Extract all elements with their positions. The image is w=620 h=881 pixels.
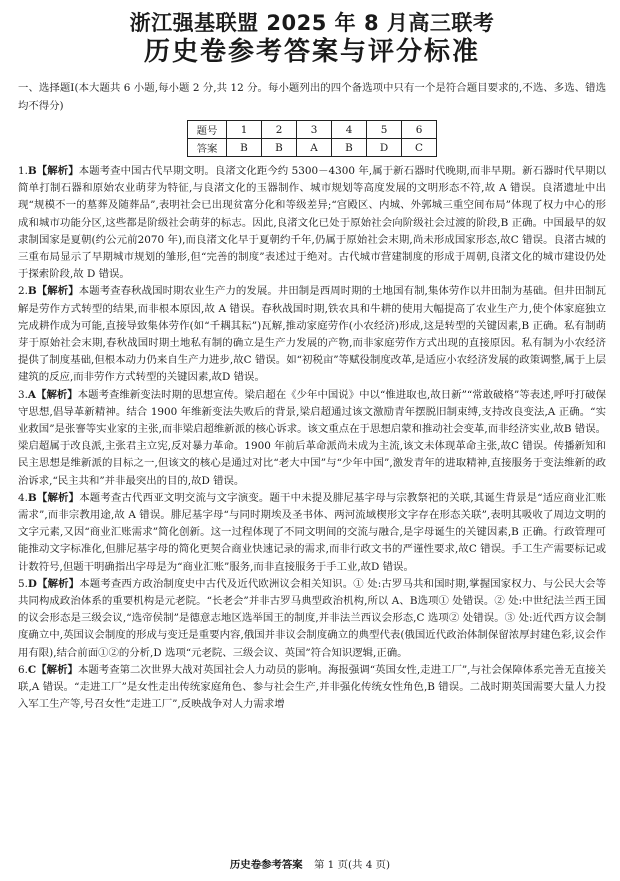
answer-table-cell: A — [297, 139, 332, 157]
answer-table-row-answers — [188, 139, 437, 157]
question-analysis-text: 本题考查春秋战国时期农业生产力的发展。井田制是西周时期的土地国有制,集体劳作以井田制为基础。但井田制瓦解是劳作方式转型的结果,而非根本原因,故 A 错误。春秋战国时期,铁农具和牛耕的使用大幅提高了农业生产力,使个体家庭独立完成耕作成为可能,直接导致集体劳作(如“千耦其耘”)瓦解,推动家庭劳作(小农经济)形成,这是转型的关键因素,B 正确。私有制萌芽于原始社会末期,春秋战国时期土地私有制的确立是生产力发展的产物,而非家庭劳作方式出现的直接原因。私有制为小农经济提供了制度基础,但根本动力仍来自生产力进步,故C 错误。如“初税亩”等赋役制度改革,是适应小农经济发展的政策调整,属于上层建筑的反应,而非劳作方式转型的关键因素,故D 错误。 — [18, 285, 606, 384]
question-number: 3. — [18, 388, 28, 401]
question-answer: B — [27, 285, 37, 298]
question-explanation-1 — [18, 163, 606, 283]
answer-table-cell: 6 — [402, 121, 437, 139]
question-analysis-text: 本题考查第二次世界大战对英国社会人力动员的影响。海报强调“英国女性,走进工厂”,与社会保障体系完善无直接关联,A 错误。“走进工厂”是女性走出传统家庭角色、参与社会生产,并非强化传统女性角色,B 错误。二战时期英国需要大量人力投入军工生产等,号召女性“走进工厂”,反映战争对人力需求增 — [18, 663, 606, 711]
doc-title-line1: 浙江强基联盟 2025 年 8 月高三联考 — [129, 11, 495, 35]
question-answer: B — [27, 165, 37, 177]
section1-instruction: 一、选择题Ⅰ(本大题共 6 小题,每小题 2 分,共 12 分。每小题列出的四个备选项中只有一个是符合题目要求的,不选、多选、错选均不得分) — [18, 82, 606, 112]
answer-table-cell: 4 — [332, 121, 367, 139]
question-number: 6. — [18, 663, 28, 676]
footer-page-number: 第 1 页(共 4 页) — [313, 859, 391, 871]
analysis-tag: 【解析】 — [36, 663, 78, 676]
answer-table-cell: 5 — [367, 121, 402, 139]
footer-doc-title: 历史卷参考答案 — [229, 859, 303, 871]
question-explanation-4 — [18, 490, 606, 576]
answer-table-cell: B — [227, 139, 262, 157]
question-analysis-text: 本题考查西方政治制度史中古代及近代欧洲议会相关知识。① 处:古罗马共和国时期,掌握国家权力、与公民大会等共同构成政治体系的重要机构是元老院。“长老会”并非古罗马典型政治机构,所以 A、B选项① 处错误。② 处:中世纪法兰西王国的议会形态是三级会议,“选帝侯制”是德意志地区选举国王的制度,并非法兰西议会形态,C 选项② 处错误。③ 处:近代西方议会制度确立中,英国议会制度的形成与变迁是重要内容,俄国并非议会制度确立的典型代表(俄国近代政治体制保留浓厚封建色彩,议会作用有限),结合前面①②的分析,D 选项“元老院、三级会议、英国”符合知识逻辑,正确。 — [18, 577, 607, 659]
answer-table-cell: 2 — [262, 121, 297, 139]
question-number: 1. — [18, 165, 28, 177]
question-explanation-5 — [18, 576, 606, 662]
answer-table-cell: B — [262, 139, 297, 157]
page-footer — [0, 858, 620, 872]
question-analysis-text: 本题考查古代西亚文明交流与文字演变。题干中未提及腓尼基字母与宗教祭祀的关联,其诞生背景是“适应商业汇账需求”,而非宗教用途,故 A 错误。腓尼基字母“与同时期埃及圣书体、两河流域楔形文字存在形态关联”,表明其吸收了周边文明的文字元素,又因“商业汇账需求”简化创新。这一过程体现了不同文明间的交流与融合,是字母诞生的关键因素,B 正确。行政管理可能推动文字标准化,但腓尼基字母的简化更契合商业快速记录的需求,而非行政文书的严谨性要求,故C 错误。手工生产需要标记或计数符号,但题干明确指出字母是为“商业汇账”服务,而非直接服务于手工业,故D 错误。 — [18, 491, 606, 573]
question-number: 4. — [18, 491, 28, 504]
question-explanation-2 — [18, 283, 606, 386]
question-answer: D — [27, 577, 37, 590]
answer-table-cell: 3 — [297, 121, 332, 139]
question-explanation-3 — [18, 387, 606, 490]
analysis-tag: 【解析】 — [35, 388, 78, 401]
question-answer: B — [27, 491, 37, 504]
answer-table-header-answer: 答案 — [188, 139, 227, 157]
answer-table — [187, 120, 437, 157]
question-answer: C — [27, 663, 37, 676]
question-answer: A — [27, 388, 36, 401]
answer-table-cell: B — [332, 139, 367, 157]
analysis-tag: 【解析】 — [36, 285, 79, 298]
answer-table-row-numbers — [188, 121, 437, 139]
analysis-tag: 【解析】 — [36, 491, 80, 504]
doc-title-line2: 历史卷参考答案与评分标准 — [143, 37, 480, 67]
answer-table-header-number: 题号 — [188, 121, 227, 139]
question-analysis-text: 本题考查维新变法时期的思想宣传。梁启超在《少年中国说》中以“惟进取也,故日新”“常敢破格”等表述,呼吁打破保守思想,倡导革新精神。结合 1900 年维新变法失败后的背景,梁启超通过该文激励青年摆脱旧制束缚,支持改良变法,A 正确。“实业救国”是张謇等实业家的主张,而非梁启超维新派的核心诉求。该文重点在于思想启蒙和推动社会变革,而非经济实业,故B 错误。梁启超属于改良派,主张君主立宪,反对暴力革命。1900 年前后革命派尚未成为主流,该文未体现革命主张,故C 错误。传播新知和民主思想是维新派的目标之一,但该文的核心是通过对比“老大中国”与“少年中国”,激发青年的进取精神,直接服务于变法维新的政治诉求,“民主共和”并非最突出的目的,故D 错误。 — [18, 388, 606, 487]
answer-table-cell: 1 — [227, 121, 262, 139]
question-explanation-6 — [18, 662, 606, 714]
question-analysis-text: 本题考查中国古代早期文明。良渚文化距今约 5300－4300 年,属于新石器时代晚期,而非早期。新石器时代早期以简单打制石器和原始农业萌芽为特征,与良渚文化的玉器制作、城市规划等高度发展的文明形态不符,故 A 错误。良渚遗址中出现“规模不一的墓葬及随葬品”,表明社会已出现贫富分化和等级差异;“宫殿区、内城、外郭城三重空间布局”体现了权力中心的形成和城市功能分区,这些都是阶级社会萌芽的标志。因此,良渚文化已处于原始社会向阶级社会过渡的阶段,B 正确。中国最早的奴隶制国家是夏朝(约公元前2070 年),而良渚文化早于夏朝约千年,仍属于原始社会末期,尚未形成国家形态,故C 错误。良渚古城的三重布局显示了早期城市规划的雏形,但“完善的制度”表述过于绝对。古代城市营建制度的形成于周朝,良渚文化的城市建设仍处于探索阶段,故 D 错误。 — [18, 165, 607, 281]
answer-table-cell: D — [367, 139, 402, 157]
question-number: 5. — [18, 577, 28, 590]
analysis-tag: 【解析】 — [36, 165, 79, 177]
analysis-tag: 【解析】 — [36, 577, 80, 590]
question-number: 2. — [18, 285, 28, 298]
answer-table-cell: C — [402, 139, 437, 157]
